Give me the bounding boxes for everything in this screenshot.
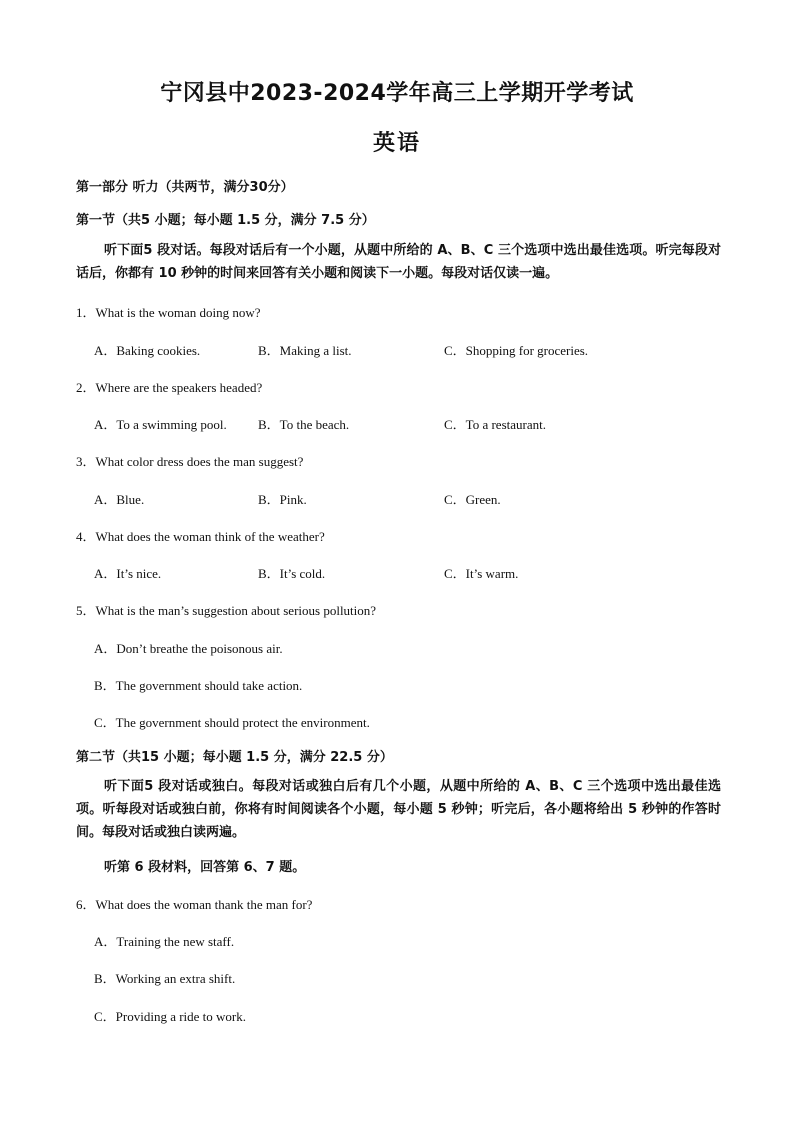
option-a: A．Baking cookies. bbox=[94, 343, 201, 358]
option-b: B．It’s cold. bbox=[258, 566, 326, 581]
option-b: B．Making a list. bbox=[258, 343, 352, 358]
option-c: C．The government should protect the environment. bbox=[94, 715, 370, 730]
section-two-heading: 第二节（共15 小题；每小题 1.5 分，满分 22.5 分） bbox=[76, 750, 393, 765]
material-note: 听第 6 段材料，回答第 6、7 题。 bbox=[104, 860, 306, 875]
section-one-heading: 第一节（共5 小题；每小题 1.5 分，满分 7.5 分） bbox=[76, 213, 375, 228]
option-a: A．Blue. bbox=[94, 492, 145, 507]
section-two-instructions: 听下面5 段对话或独白。每段对话或独白后有几个小题，从题中所给的 A、B、C 三个选项中选出最佳选项。听每段对话或独白前，你将有时间阅读各个小题，每小题 5 秒钟；听完后，各小题将给出 5 秒钟的作答时间。每段对话或独白读两遍。 bbox=[76, 779, 721, 840]
question-stem: 1．What is the woman doing now? bbox=[76, 305, 261, 320]
part-one-heading: 第一部分 听力（共两节，满分30分） bbox=[76, 180, 294, 195]
question-stem: 4．What does the woman think of the weather? bbox=[76, 529, 325, 544]
option-a: A．Training the new staff. bbox=[94, 934, 235, 949]
option-a: A．Don’t breathe the poisonous air. bbox=[94, 641, 283, 656]
option-b: B．Working an extra shift. bbox=[94, 971, 236, 986]
option-c: C．Providing a ride to work. bbox=[94, 1009, 247, 1024]
section-one-instructions: 听下面5 段对话。每段对话后有一个小题，从题中所给的 A、B、C 三个选项中选出最佳选项。听完每段对话后，你都有 10 秒钟的时间来回答有关小题和阅读下一小题。每段对话仅读一遍。 bbox=[76, 243, 721, 281]
question-stem: 2．Where are the speakers headed? bbox=[76, 380, 263, 395]
option-c: C．Shopping for groceries. bbox=[444, 343, 589, 358]
question-stem: 6．What does the woman thank the man for? bbox=[76, 897, 313, 912]
option-b: B．The government should take action. bbox=[94, 678, 303, 693]
question-stem: 3．What color dress does the man suggest? bbox=[76, 454, 304, 469]
question-stem: 5．What is the man’s suggestion about serious pollution? bbox=[76, 603, 377, 618]
option-a: A．It’s nice. bbox=[94, 566, 162, 581]
option-b: B．Pink. bbox=[258, 492, 307, 507]
option-c: C．To a restaurant. bbox=[444, 417, 546, 432]
option-c: C．Green. bbox=[444, 492, 501, 507]
option-c: C．It’s warm. bbox=[444, 566, 519, 581]
subject-title: 英语 bbox=[372, 131, 421, 156]
option-a: A．To a swimming pool. bbox=[94, 417, 227, 432]
option-b: B．To the beach. bbox=[258, 417, 350, 432]
exam-title: 宁冈县中2023-2024学年高三上学期开学考试 bbox=[160, 81, 634, 106]
